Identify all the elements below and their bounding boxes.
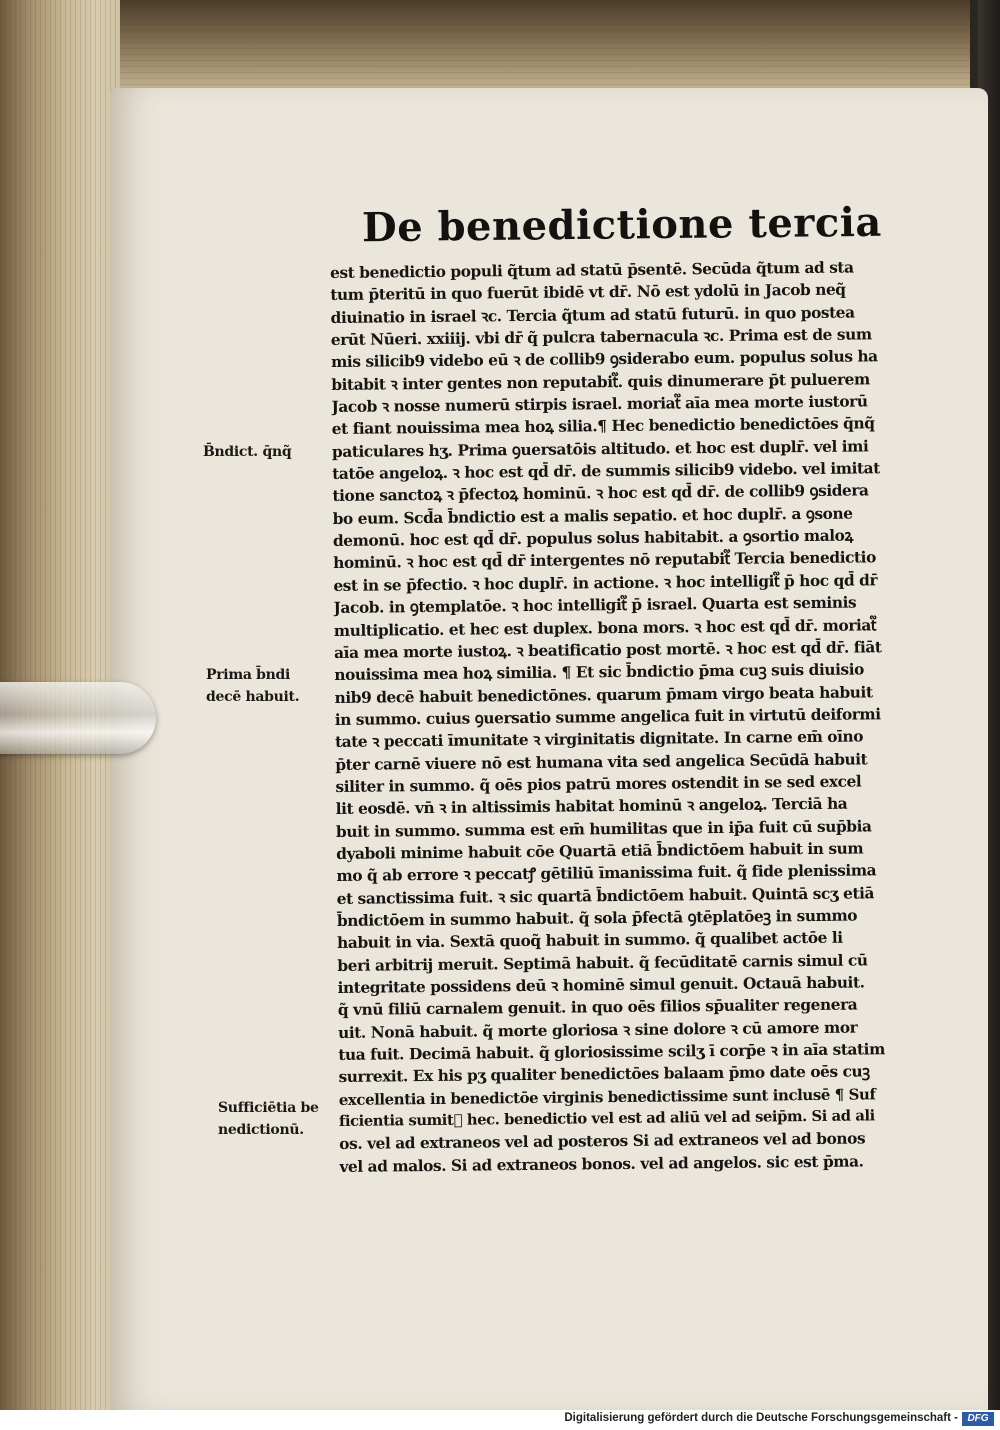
text-line: hominū. ꝛ hoc est qd̄ dr̄ intergentes nō reputabit᷑ Tercia benedictio (333, 548, 876, 573)
margin-note-line: nedictionū. (218, 1122, 304, 1138)
margin-note-sufficientia (218, 1097, 319, 1141)
text-line: mis silicib9 videbo eū ꝛ de collib9 ꝯsiderabo eum. populus solus ha (330, 347, 878, 372)
text-line: vel ad malos. Si ad extraneos bonos. vel ad angelos. sic est p̄ma. (339, 1152, 864, 1176)
text-line: mo q̃ ab errore ꝛ peccatꝭ gētiliū īmanissima fuit. q̃ fide plenissima (336, 861, 877, 886)
margin-note-line: Sufficiētia be (218, 1100, 319, 1116)
text-line: est in se p̄fectio. ꝛ hoc duplr̄. in actione. ꝛ hoc intelligit᷑ p̄ hoc qd̄ dr̄ (333, 571, 878, 595)
text-line: Jacob. in ꝯtemplatōe. ꝛ hoc intelligit᷑ p̄ israel. Quarta est seminis (333, 593, 857, 618)
footer-bar (0, 1410, 1000, 1430)
text-line: demonū. hoc est qd̄ dr̄. populus solus habitabit. a ꝯsortio maloꝝ (332, 526, 853, 551)
text-line: integritate possidens deū ꝛ hominē simul genuit. Octauā habuit. (337, 973, 865, 997)
text-line: tatōe angeloꝝ. ꝛ hoc est qd̄ dr̄. de summis silicib9 videbo. vel imitat (332, 459, 880, 484)
text-line: aīa mea morte iustoꝝ. ꝛ beatificatio post mortē. ꝛ hoc est qd̄ dr̄. fiāt (333, 638, 882, 662)
text-line: tate ꝛ peccati īmunitate ꝛ virginitatis dignitate. In carne em̄ oīno (334, 727, 864, 752)
margin-note-line: Prima b̄ndi (206, 667, 291, 683)
text-line: beri arbitrij meruit. Septimā habuit. q̃ fecūditatē carnis simul cū (337, 951, 868, 975)
page-heading: De benedictione tercia (361, 198, 883, 252)
margin-note-line: decē habuit. (206, 689, 300, 705)
text-line: surrexit. Ex his pʒ qualiter benedictōes balaam p̄mo date oēs cuꝫ (338, 1062, 870, 1087)
margin-note-line: B̄ndict. q̄nq̃ (203, 444, 292, 460)
text-line: tione sanctoꝝ ꝛ p̄fectoꝝ hominū. ꝛ hoc est qd̄ dr̄. de collib9 ꝯsidera (332, 481, 869, 506)
text-line: bo eum. Scd̄a b̄ndictio est a malis sepatio. et hoc duplr̄. a ꝯsone (332, 504, 853, 528)
text-line: buit in summo. summa est em̄ humilitas que in ip̄a fuit cū sup̄bia (335, 816, 872, 841)
text-line: diuinatio in israel ꝛc. Tercia q̃tum ad statū futurū. in quo postea (330, 303, 855, 327)
text-line: nouissima mea hoꝝ similia. ¶ Et sic b̄ndictio p̄ma cuꝫ suis diuisio (334, 660, 864, 685)
text-line: erūt Nūeri. xxiiij. vbi dr̄ q̃ pulcra tabernacula ꝛc. Prima est de sum (330, 325, 872, 350)
text-line: in summo. cuius ꝯuersatio summe angelica fuit in virtutū deiformi (334, 705, 881, 729)
text-line: multiplicatio. et hec est duplex. bona mors. ꝛ hoc est qd̄ dr̄. moriat᷑ (333, 615, 877, 640)
body-text-column (330, 256, 888, 1178)
text-line: p̄ter carnē viuere nō est humana vita sed angelica Secūdā habuit (335, 749, 868, 774)
text-line: et sanctissima fuit. ꝛ sic quartā b̄ndictōem habuit. Quintā scʒ etiā (336, 883, 875, 908)
text-line: lit eosdē. vn̄ ꝛ in altissimis habitat hominū ꝛ angeloꝝ. Terciā ha (335, 794, 848, 819)
text-line: b̄ndictōem in summo habuit. q̃ sola p̄fectā ꝯtēplatōeꝫ in summo (336, 906, 858, 930)
text-line: siliter in summo. q̃ oēs pios patrū mores ostendit in se sed excel (335, 772, 862, 796)
footer-credit: Digitalisierung gefördert durch die Deutsche Forschungsgemeinschaft - (564, 1412, 958, 1424)
text-line: uit. Nonā habuit. q̃ morte gloriosa ꝛ sine dolore ꝛ cū amore mor (337, 1018, 858, 1042)
dfg-logo: DFG (962, 1412, 994, 1426)
text-line: excellentia in benedictōe virginis benedictissime sunt inclusē ¶ Suf (338, 1085, 876, 1109)
text-line: tum p̄teritū in quo fuerūt ibidē vt dr̄. Nō est ydolū in Jacob neq̃ (330, 280, 846, 305)
text-line: paticulares hʒ. Prima ꝯuersatōis altitudo. et hoc est duplr̄. vel imi (331, 437, 869, 461)
text-line: habuit in via. Sextā quoq̃ habuit in summo. q̃ qualibet actōe li (337, 928, 843, 953)
text-line: tua fuit. Decimā habuit. q̃ gloriosissime scilʒ ī corp̄e ꝛ in aīa statim (338, 1040, 885, 1064)
text-line: est benedictio populi q̃tum ad statū p̄sentē. Secūda q̃tum ad sta (330, 258, 854, 282)
text-line: bitabit ꝛ inter gentes non reputabit᷑. quis dinumerare p̄t puluerem (331, 370, 870, 394)
glass-page-holder (0, 682, 156, 754)
margin-note-prima (206, 664, 299, 708)
margin-note-benedict (203, 441, 291, 463)
text-line: Jacob ꝛ nosse numerū stirpis israel. moriat᷑ aīa mea morte iustorū (331, 392, 868, 417)
text-line: ficientia sumit᷑ hec. benedictio vel est ad aliū vel ad seip̄m. Si ad ali (338, 1107, 875, 1131)
text-line: os. vel ad extraneos vel ad posteros Si ad extraneos vel ad bonos (339, 1129, 866, 1154)
text-line: et fiant nouissima mea hoꝝ silia.¶ Hec benedictio benedictōes q̄nq̃ (331, 414, 875, 439)
text-line: dyaboli minime habuit cōe Quartā etiā b̄ndictōem habuit in sum (336, 839, 864, 863)
text-line: nib9 decē habuit benedictōnes. quarum p̄mam virgo beata habuit (334, 682, 873, 707)
text-line: q̃ vnū filiū carnalem genuit. in quo oēs filios sp̄ualiter regenera (337, 995, 858, 1020)
